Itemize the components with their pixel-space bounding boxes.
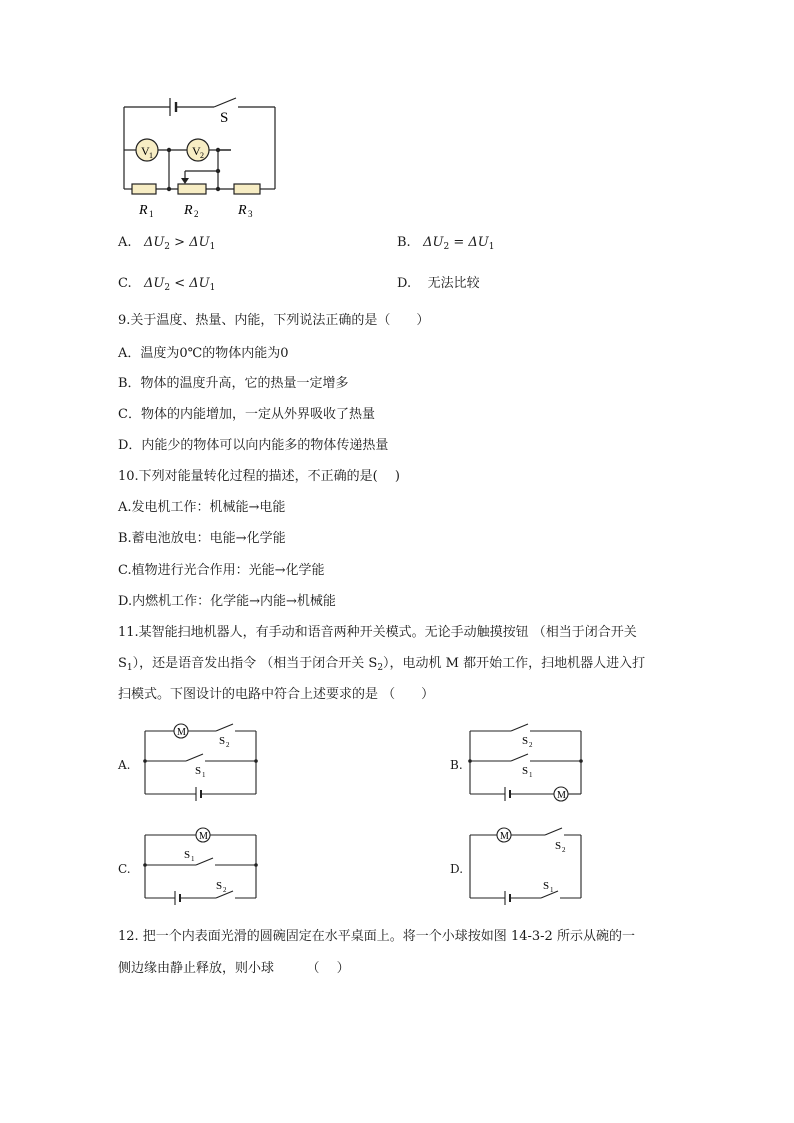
svg-text:1: 1	[202, 771, 206, 779]
q9-option-c[interactable]: C．物体的内能增加，一定从外界吸收了热量	[118, 407, 375, 422]
svg-text:S: S	[219, 735, 226, 747]
q8-option-d[interactable]: D. 无法比较	[397, 276, 480, 291]
motor-label: M	[177, 727, 186, 738]
q10-option-b[interactable]: B.蓄电池放电：电能→化学能	[118, 531, 286, 546]
q11-circuit-d[interactable]	[465, 822, 590, 912]
q8-r2-label: R	[184, 203, 193, 218]
q8-v1-sub: 1	[149, 151, 153, 160]
q8-r1-label: R	[139, 203, 148, 218]
svg-text:S: S	[555, 840, 562, 852]
q8-circuit-diagram	[110, 90, 300, 225]
q8-v1-label: V	[141, 144, 150, 158]
q11-circuit-b[interactable]	[465, 718, 590, 808]
q8-r2-sub: 2	[194, 209, 199, 219]
q11-option-d-label[interactable]: D.	[450, 862, 464, 876]
q10-stem: 10.下列对能量转化过程的描述，不正确的是( )	[118, 469, 400, 484]
svg-text:1: 1	[191, 855, 195, 863]
q9-option-a[interactable]: A．温度为0℃的物体内能为0	[118, 346, 289, 361]
q9-option-b[interactable]: B．物体的温度升高，它的热量一定增多	[118, 376, 349, 391]
q11-option-a-label[interactable]: A.	[118, 758, 131, 772]
motor-label: M	[199, 831, 208, 842]
q8-option-b[interactable]: B. $\Delta U_2 = \Delta U_1$	[397, 235, 495, 252]
svg-text:1: 1	[550, 886, 554, 894]
q9-option-d[interactable]: D．内能少的物体可以向内能多的物体传递热量	[118, 438, 389, 453]
q11-stem-line2: $S_1$），还是语音发出指令 （相当于闭合开关 $S_2$），电动机 M 都开始工作，扫地机器人进入打	[118, 656, 646, 673]
q11-option-b-label[interactable]: B.	[450, 758, 463, 772]
svg-text:S: S	[543, 880, 550, 892]
motor-label: M	[557, 790, 566, 801]
q11-option-c-label[interactable]: C.	[118, 862, 131, 876]
q11-circuit-a[interactable]	[140, 718, 265, 808]
q8-r3-sub: 3	[248, 209, 253, 219]
q8-option-a[interactable]: A. $\Delta U_2 > \Delta U_1$	[118, 235, 216, 252]
q8-switch-label: S	[220, 110, 229, 126]
q8-v2-sub: 2	[200, 151, 204, 160]
q11-stem-line3: 扫模式。下图设计的电路中符合上述要求的是 （ ）	[118, 687, 435, 702]
svg-text:S: S	[522, 765, 529, 777]
svg-text:2: 2	[562, 846, 566, 854]
svg-text:S: S	[522, 735, 529, 747]
q8-option-c[interactable]: C. $\Delta U_2 < \Delta U_1$	[118, 276, 216, 293]
q9-stem: 9.关于温度、热量、内能，下列说法正确的是（ ）	[118, 313, 430, 328]
q12-stem-line2: 侧边缘由静止释放，则小球 （ ）	[118, 961, 350, 976]
q10-option-c[interactable]: C.植物进行光合作用：光能→化学能	[118, 563, 325, 578]
motor-label: M	[500, 831, 509, 842]
q8-r3-label: R	[238, 203, 247, 218]
q10-option-a[interactable]: A.发电机工作：机械能→电能	[118, 500, 286, 515]
q12-stem-line1: 12. 把一个内表面光滑的圆碗固定在水平桌面上。将一个小球按如图 14-3-2 所示从碗的一	[118, 929, 635, 944]
svg-text:2: 2	[223, 886, 227, 894]
q11-stem-line1: 11.某智能扫地机器人，有手动和语音两种开关模式。无论手动触摸按钮 （相当于闭合开关	[118, 625, 637, 640]
svg-text:1: 1	[529, 771, 533, 779]
svg-text:2: 2	[529, 741, 533, 749]
svg-text:S: S	[216, 880, 223, 892]
q10-option-d[interactable]: D.内燃机工作：化学能→内能→机械能	[118, 594, 336, 609]
svg-text:2: 2	[226, 741, 230, 749]
svg-text:S: S	[184, 849, 191, 861]
q8-r1-sub: 1	[149, 209, 154, 219]
q11-circuit-c[interactable]	[140, 822, 265, 912]
svg-text:S: S	[195, 765, 202, 777]
q8-v2-label: V	[192, 144, 201, 158]
